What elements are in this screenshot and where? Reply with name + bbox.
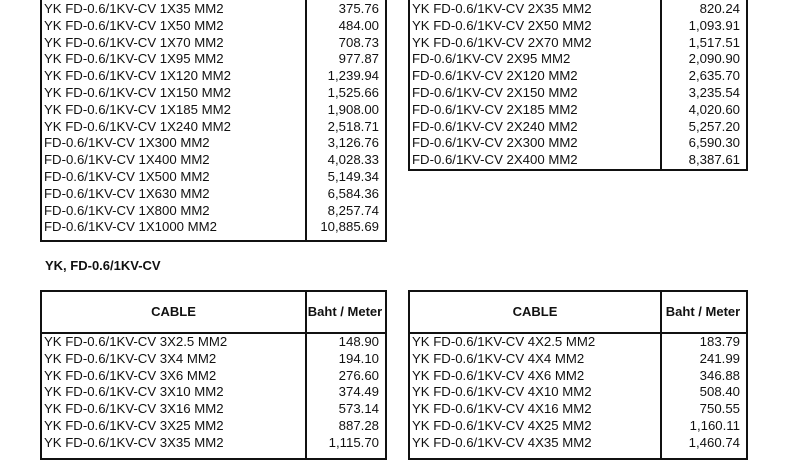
- cable-name: FD-0.6/1KV-CV 1X1000 MM2: [44, 219, 217, 235]
- cable-price: 2,635.70: [688, 68, 740, 84]
- table-row: [410, 368, 746, 385]
- table-row: [42, 18, 385, 35]
- cable-name: YK FD-0.6/1KV-CV 1X185 MM2: [44, 101, 231, 117]
- cable-name: YK FD-0.6/1KV-CV 4X2.5 MM2: [412, 334, 596, 349]
- cable-price: 1,239.94: [327, 68, 379, 84]
- cable-price: 346.88: [699, 367, 740, 383]
- cable-name: FD-0.6/1KV-CV 1X630 MM2: [44, 185, 210, 201]
- cable-name: YK FD-0.6/1KV-CV 4X4 MM2: [412, 350, 585, 366]
- section-title: YK, FD-0.6/1KV-CV: [45, 258, 161, 273]
- table-row: [42, 135, 385, 152]
- cable-price: 374.49: [338, 384, 379, 400]
- table-row: [42, 401, 385, 418]
- cable-name: YK FD-0.6/1KV-CV 1X240 MM2: [44, 118, 231, 134]
- cable-name: YK FD-0.6/1KV-CV 4X16 MM2: [412, 401, 592, 417]
- price-table-2-core: [408, 0, 748, 171]
- cable-price: 148.90: [338, 334, 379, 349]
- cable-name: YK FD-0.6/1KV-CV 2X70 MM2: [412, 34, 592, 50]
- cable-name: YK FD-0.6/1KV-CV 4X25 MM2: [412, 417, 592, 433]
- cable-name: YK FD-0.6/1KV-CV 3X35 MM2: [44, 434, 224, 450]
- table-row: [42, 68, 385, 85]
- cable-price: 375.76: [338, 1, 379, 16]
- cable-name: FD-0.6/1KV-CV 2X400 MM2: [412, 152, 578, 168]
- cable-price: 8,387.61: [688, 152, 740, 168]
- cable-price: 2,090.90: [688, 51, 740, 67]
- table-row: [410, 152, 746, 169]
- header-cable: CABLE: [512, 304, 558, 319]
- cable-price: 2,518.71: [327, 118, 379, 134]
- table-row: [42, 35, 385, 52]
- cable-price: 6,584.36: [327, 185, 379, 201]
- table-row: [42, 203, 385, 220]
- cable-price: 484.00: [338, 17, 379, 33]
- table-row: [410, 334, 746, 351]
- cable-name: FD-0.6/1KV-CV 2X240 MM2: [412, 118, 578, 134]
- table-row: [410, 135, 746, 152]
- cable-name: FD-0.6/1KV-CV 2X300 MM2: [412, 135, 578, 151]
- table-row: [410, 401, 746, 418]
- cable-name: YK FD-0.6/1KV-CV 3X25 MM2: [44, 417, 224, 433]
- cable-name: YK FD-0.6/1KV-CV 3X16 MM2: [44, 401, 224, 417]
- cable-name: YK FD-0.6/1KV-CV 1X70 MM2: [44, 34, 224, 50]
- table-header: [42, 292, 385, 334]
- table-row: [42, 418, 385, 435]
- price-table-3-core: [40, 290, 387, 460]
- cable-price: 1,460.74: [688, 434, 740, 450]
- table-row: [410, 102, 746, 119]
- price-table-1-core: [40, 0, 387, 242]
- cable-price: 708.73: [338, 34, 379, 50]
- table-row: [410, 85, 746, 102]
- cable-name: YK FD-0.6/1KV-CV 3X10 MM2: [44, 384, 224, 400]
- cable-price: 1,525.66: [327, 84, 379, 100]
- cable-price: 10,885.69: [320, 219, 379, 235]
- cable-name: FD-0.6/1KV-CV 1X800 MM2: [44, 202, 210, 218]
- header-price: Baht / Meter: [307, 304, 383, 319]
- cable-name: FD-0.6/1KV-CV 2X150 MM2: [412, 84, 578, 100]
- cable-name: YK FD-0.6/1KV-CV 2X35 MM2: [412, 1, 592, 16]
- table-row: [410, 119, 746, 136]
- header-price: Baht / Meter: [665, 304, 741, 319]
- cable-price: 1,160.11: [689, 417, 740, 433]
- cable-price: 276.60: [338, 367, 379, 383]
- table-row: [410, 1, 746, 18]
- table-row: [42, 1, 385, 18]
- cable-price: 8,257.74: [327, 202, 379, 218]
- table-row: [42, 334, 385, 351]
- cable-price: 194.10: [338, 350, 379, 366]
- table-row: [410, 35, 746, 52]
- table-row: [42, 102, 385, 119]
- cable-name: FD-0.6/1KV-CV 2X95 MM2: [412, 51, 571, 67]
- table-row: [42, 119, 385, 136]
- cable-name: YK FD-0.6/1KV-CV 3X2.5 MM2: [44, 334, 228, 349]
- table-header: [410, 292, 746, 334]
- cable-price: 750.55: [699, 401, 740, 417]
- cable-price: 887.28: [338, 417, 379, 433]
- table-row: [42, 169, 385, 186]
- cable-price: 183.79: [699, 334, 740, 349]
- cable-name: YK FD-0.6/1KV-CV 4X10 MM2: [412, 384, 592, 400]
- cable-price: 241.99: [699, 350, 740, 366]
- table-row: [410, 435, 746, 452]
- cable-name: YK FD-0.6/1KV-CV 1X95 MM2: [44, 51, 224, 67]
- cable-price: 977.87: [338, 51, 379, 67]
- cable-price: 1,517.51: [688, 34, 740, 50]
- cable-price: 1,093.91: [688, 17, 740, 33]
- table-row: [42, 186, 385, 203]
- cable-price: 4,028.33: [327, 152, 379, 168]
- cable-price: 5,257.20: [688, 118, 740, 134]
- cable-name: YK FD-0.6/1KV-CV 1X50 MM2: [44, 17, 224, 33]
- price-table-4-core: [408, 290, 748, 460]
- cable-price: 3,235.54: [688, 84, 740, 100]
- cable-name: YK FD-0.6/1KV-CV 2X50 MM2: [412, 17, 592, 33]
- table-row: [410, 68, 746, 85]
- table-row: [410, 351, 746, 368]
- table-row: [42, 368, 385, 385]
- cable-price: 4,020.60: [688, 101, 740, 117]
- cable-price: 1,115.70: [328, 434, 379, 450]
- cable-price: 5,149.34: [327, 168, 379, 184]
- cable-name: FD-0.6/1KV-CV 1X500 MM2: [44, 168, 210, 184]
- cable-name: FD-0.6/1KV-CV 1X400 MM2: [44, 152, 210, 168]
- cable-price: 820.24: [699, 1, 740, 16]
- cable-name: YK FD-0.6/1KV-CV 3X4 MM2: [44, 350, 217, 366]
- cable-price: 508.40: [699, 384, 740, 400]
- cable-name: FD-0.6/1KV-CV 1X300 MM2: [44, 135, 210, 151]
- table-row: [410, 51, 746, 68]
- cable-name: YK FD-0.6/1KV-CV 1X120 MM2: [44, 68, 231, 84]
- table-row: [410, 418, 746, 435]
- table-row: [42, 351, 385, 368]
- cable-price: 573.14: [338, 401, 379, 417]
- cable-name: YK FD-0.6/1KV-CV 3X6 MM2: [44, 367, 217, 383]
- header-cable: CABLE: [151, 304, 196, 319]
- cable-price: 3,126.76: [327, 135, 379, 151]
- table-row: [42, 384, 385, 401]
- table-row: [42, 51, 385, 68]
- cable-price: 6,590.30: [688, 135, 740, 151]
- cable-name: YK FD-0.6/1KV-CV 1X150 MM2: [44, 84, 231, 100]
- table-row: [42, 435, 385, 452]
- cable-price: 1,908.00: [327, 101, 379, 117]
- table-row: [410, 384, 746, 401]
- cable-name: FD-0.6/1KV-CV 2X185 MM2: [412, 101, 578, 117]
- cable-name: YK FD-0.6/1KV-CV 4X35 MM2: [412, 434, 592, 450]
- cable-name: FD-0.6/1KV-CV 2X120 MM2: [412, 68, 578, 84]
- table-row: [42, 152, 385, 169]
- cable-name: YK FD-0.6/1KV-CV 4X6 MM2: [412, 367, 585, 383]
- cable-name: YK FD-0.6/1KV-CV 1X35 MM2: [44, 1, 224, 16]
- table-row: [410, 18, 746, 35]
- table-row: [42, 85, 385, 102]
- table-row: [42, 219, 385, 236]
